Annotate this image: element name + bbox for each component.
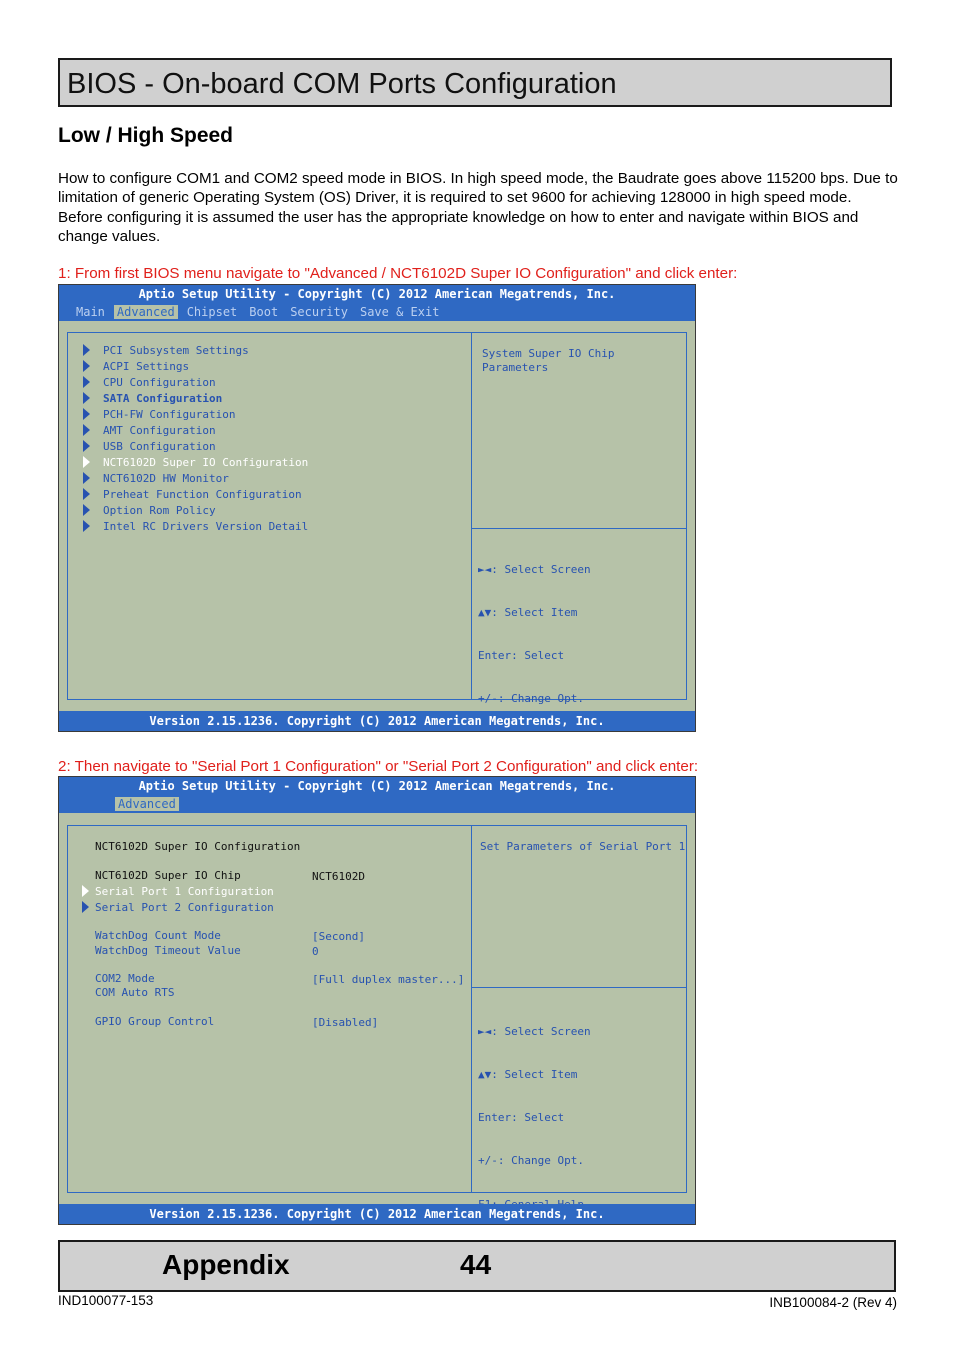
- bios-menu-bar: [115, 797, 185, 811]
- submenu-arrow-icon: [83, 472, 90, 484]
- bios-header: [59, 777, 695, 813]
- submenu-arrow-icon: [83, 520, 90, 532]
- submenu-arrow-icon: [83, 504, 90, 516]
- watchdog-mode-label[interactable]: WatchDog Count Mode: [95, 929, 221, 942]
- page-number: 44: [460, 1249, 492, 1280]
- watchdog-mode-value[interactable]: [Second]: [312, 930, 365, 943]
- submenu-arrow-icon: [83, 408, 90, 420]
- bios-screenshot-1: [58, 284, 696, 732]
- left-right-arrows-icon: ►◄: [478, 562, 492, 576]
- menu-item-usb[interactable]: USB Configuration: [103, 440, 216, 453]
- menu-security[interactable]: Security: [290, 305, 348, 319]
- bios-header-title: Aptio Setup Utility - Copyright (C) 2012 American Megatrends, Inc.: [138, 779, 616, 793]
- submenu-arrow-icon: [82, 885, 89, 897]
- submenu-arrow-icon: [83, 488, 90, 500]
- menu-item-preheat[interactable]: Preheat Function Configuration: [103, 488, 302, 501]
- menu-save-exit[interactable]: Save & Exit: [359, 305, 440, 319]
- left-right-arrows-icon: ►◄: [478, 1024, 492, 1038]
- com2-mode-label[interactable]: COM2 Mode: [95, 972, 155, 985]
- menu-advanced[interactable]: Advanced: [115, 797, 179, 811]
- menu-item-serial-port-1-selected[interactable]: Serial Port 1 Configuration: [95, 885, 274, 898]
- menu-item-hw-monitor[interactable]: NCT6102D HW Monitor: [103, 472, 229, 485]
- submenu-arrow-icon: [83, 392, 90, 404]
- step-1-instruction: 1: From first BIOS menu navigate to "Advanced / NCT6102D Super IO Configuration" and click enter:: [58, 265, 738, 282]
- chip-label: NCT6102D Super IO Chip: [95, 869, 241, 882]
- intro-paragraph: How to configure COM1 and COM2 speed mode in BIOS. In high speed mode, the Baudrate goes above 115200 bps. Due to limitation of generic Operating System (OS) Driver, it is required to set 9600 for achieving 128000 in high speed mode. Before configuring it is assumed the user has the appropriate knowledge on how to enter and navigate within BIOS and change values.: [58, 170, 898, 245]
- bios-screenshot-2: [58, 776, 696, 1225]
- com-auto-rts-label[interactable]: COM Auto RTS: [95, 986, 175, 999]
- submenu-arrow-icon: [83, 376, 90, 388]
- menu-item-pci[interactable]: PCI Subsystem Settings: [103, 344, 249, 357]
- panel-divider-vertical: [471, 825, 472, 1193]
- menu-item-acpi[interactable]: ACPI Settings: [103, 360, 190, 373]
- submenu-arrow-icon: [83, 344, 90, 356]
- section-heading: Low / High Speed: [58, 124, 234, 147]
- submenu-arrow-icon: [83, 440, 90, 452]
- watchdog-timeout-value[interactable]: 0: [312, 945, 319, 958]
- menu-main[interactable]: Main: [76, 305, 105, 319]
- gpio-label[interactable]: GPIO Group Control: [95, 1015, 215, 1028]
- footer-left-code: IND100077-153: [58, 1293, 154, 1308]
- panel-divider-vertical: [471, 332, 472, 700]
- section-title: NCT6102D Super IO Configuration: [95, 840, 301, 853]
- menu-advanced[interactable]: Advanced: [114, 305, 178, 319]
- menu-item-intel-rc[interactable]: Intel RC Drivers Version Detail: [103, 520, 309, 533]
- submenu-arrow-icon: [83, 456, 90, 468]
- menu-item-super-io-selected[interactable]: NCT6102D Super IO Configuration: [103, 456, 309, 469]
- up-down-arrows-icon: ▲▼: [478, 606, 492, 620]
- gpio-value[interactable]: [Disabled]: [312, 1016, 379, 1029]
- chip-value: NCT6102D: [312, 870, 365, 883]
- menu-item-cpu[interactable]: CPU Configuration: [103, 376, 216, 389]
- page-title: BIOS - On-board COM Ports Configuration: [67, 68, 617, 100]
- watchdog-timeout-label[interactable]: WatchDog Timeout Value: [95, 944, 241, 957]
- panel-divider-horizontal: [471, 987, 687, 988]
- key-legend: ►◄: Select Screen ▲▼: Select Item Enter: Select +/-: Change Opt.: [478, 1024, 591, 1168]
- menu-boot[interactable]: Boot: [249, 305, 279, 319]
- appendix-bar: [58, 1240, 896, 1292]
- bios-footer: Version 2.15.1236. Copyright (C) 2012 American Megatrends, Inc.: [59, 1204, 695, 1224]
- appendix-label: Appendix: [162, 1249, 290, 1280]
- panel-divider-horizontal: [471, 528, 687, 529]
- page-title-bar: [58, 58, 892, 107]
- help-text-line-1: System Super IO Chip: [482, 347, 615, 360]
- bios-footer: Version 2.15.1236. Copyright (C) 2012 American Megatrends, Inc.: [59, 711, 695, 731]
- submenu-arrow-icon: [83, 360, 90, 372]
- footer-right-code: INB100084-2 (Rev 4): [769, 1295, 897, 1310]
- menu-chipset[interactable]: Chipset: [186, 305, 238, 319]
- help-text-line-2: Parameters: [482, 361, 549, 374]
- bios-header-title: Aptio Setup Utility - Copyright (C) 2012 American Megatrends, Inc.: [138, 287, 616, 301]
- menu-item-pch-fw[interactable]: PCH-FW Configuration: [103, 408, 236, 421]
- up-down-arrows-icon: ▲▼: [478, 1068, 492, 1082]
- help-text: Set Parameters of Serial Port 1: [480, 840, 686, 853]
- submenu-arrow-icon: [83, 424, 90, 436]
- submenu-arrow-icon: [82, 901, 89, 913]
- com2-mode-value[interactable]: [Full duplex master...]: [312, 973, 465, 986]
- menu-item-sata[interactable]: SATA Configuration: [103, 392, 223, 405]
- step-2-instruction: 2: Then navigate to "Serial Port 1 Configuration" or "Serial Port 2 Configuration" and click enter:: [58, 758, 699, 775]
- bios-menu-bar: [73, 305, 448, 319]
- menu-item-serial-port-2[interactable]: Serial Port 2 Configuration: [95, 901, 274, 914]
- menu-item-option-rom[interactable]: Option Rom Policy: [103, 504, 216, 517]
- key-legend: ►◄: Select Screen ▲▼: Select Item Enter: Select +/-: Change Opt.: [478, 562, 591, 706]
- menu-item-amt[interactable]: AMT Configuration: [103, 424, 216, 437]
- bios-header: [59, 285, 695, 321]
